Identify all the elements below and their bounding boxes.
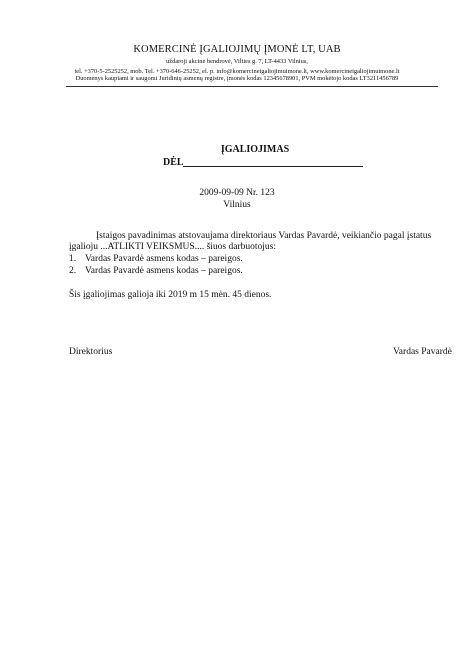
signatory-position: Direktorius bbox=[69, 347, 113, 357]
list-item-number: 1. bbox=[69, 254, 77, 264]
header-divider bbox=[66, 86, 438, 87]
list-item bbox=[69, 266, 243, 278]
list-item bbox=[69, 254, 243, 266]
signatory-name: Vardas Pavardė bbox=[393, 347, 452, 357]
company-name: KOMERCINĖ ĮGALIOJIMŲ ĮMONĖ LT, UAB bbox=[133, 44, 341, 55]
document-city: Vilnius bbox=[223, 200, 251, 210]
company-contacts: tel. +370-5-2525252, mob. Tel. +370-646-25252, el. p. info@komercineigaliojimuimone.lt, www.komercineigaliojimuimone.lt bbox=[74, 68, 400, 75]
subject-blank-line bbox=[183, 166, 363, 167]
body-paragraph-line-2: įgalioju ...ATLIKTI VEIKSMUS.... šiuos darbuotojus: bbox=[69, 242, 276, 252]
body-paragraph-line-1: Įstaigos pavadinimas atstovaujama direktoriaus Vardas Pavardė, veikiančio pagal įstatus bbox=[96, 231, 432, 241]
subject-label: DĖL bbox=[163, 157, 184, 168]
employee-list bbox=[69, 254, 243, 278]
validity-statement: Šis įgaliojimas galioja iki 2019 m 15 mėn. 45 dienos. bbox=[69, 290, 272, 300]
company-address: uždaroji akcinė bendrovė, Vilties g. 7, LT-4433 Vilnius, bbox=[166, 58, 308, 65]
list-item-text: Vardas Pavardė asmens kodas – pareigos. bbox=[85, 266, 243, 276]
list-item-number: 2. bbox=[69, 266, 77, 276]
list-item-text: Vardas Pavardė asmens kodas – pareigos. bbox=[85, 254, 243, 264]
company-registry: Duomenys kaupiami ir saugomi Juridinių asmenų registre, įmonės kodas 12345678901, PVM mokėtojo kodas LT3211456789 bbox=[75, 75, 399, 82]
document-title: ĮGALIOJIMAS bbox=[220, 144, 290, 155]
document-date-number: 2009-09-09 Nr. 123 bbox=[199, 188, 275, 198]
